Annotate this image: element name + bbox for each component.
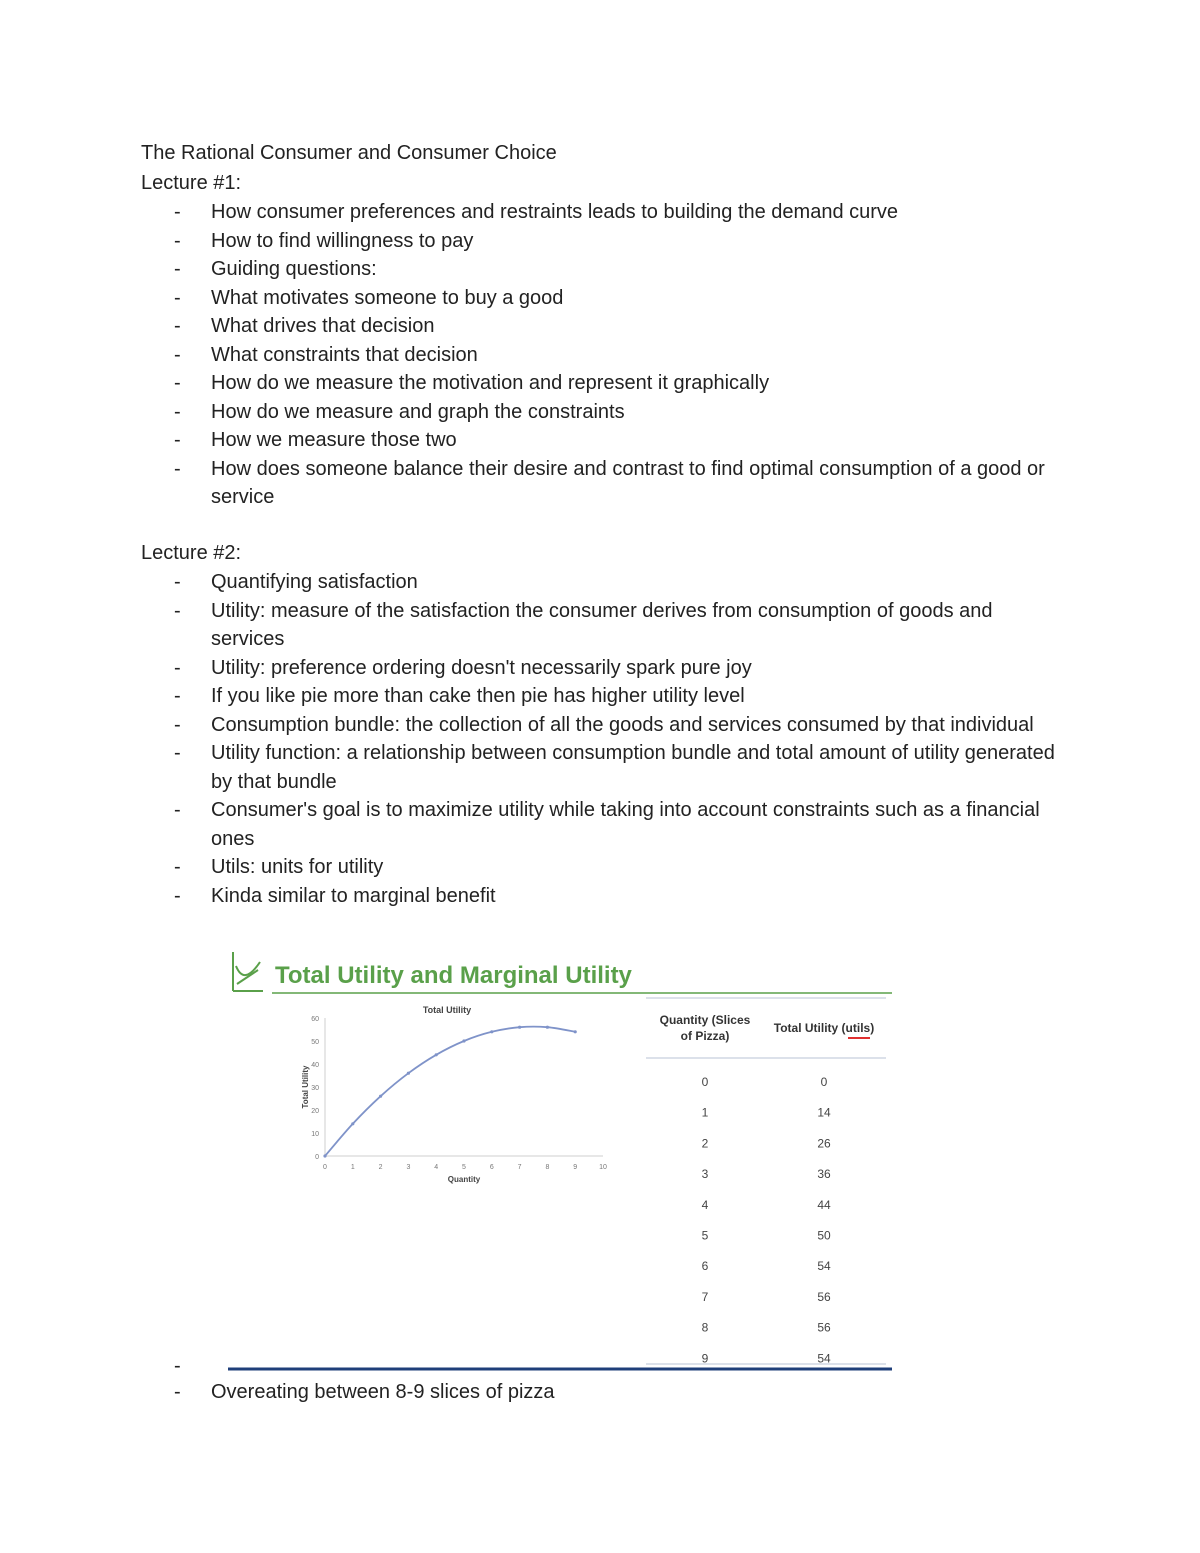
lecture-1-item-text: How we measure those two xyxy=(211,429,457,451)
table-cell-total-utility: 56 xyxy=(817,1289,831,1304)
lecture-2-item xyxy=(0,597,1071,654)
x-tick-label: 8 xyxy=(545,1164,550,1171)
lecture-1-item-text: What constraints that decision xyxy=(211,343,478,366)
bullet-dash: - xyxy=(174,1381,181,1403)
bullet-dash: - xyxy=(174,258,181,280)
lecture-2-item-text: Consumption bundle: the collection of all the goods and services consumed by that individual xyxy=(211,713,1034,736)
y-tick-label: 40 xyxy=(311,1062,319,1069)
lecture-1-item-text: How does someone balance their desire and contrast to find optimal consumption of a good or service xyxy=(211,457,1045,508)
lecture-1-item-text: How do we measure the motivation and represent it graphically xyxy=(211,372,770,394)
bullet-dash: - xyxy=(174,856,181,878)
image-bullet-dash: - xyxy=(174,1355,181,1377)
lecture-2-item xyxy=(0,568,1071,597)
x-tick-label: 5 xyxy=(462,1164,466,1171)
document-title: The Rational Consumer and Consumer Choice xyxy=(141,142,557,164)
bullet-dash: - xyxy=(174,884,181,907)
table-cell-total-utility: 0 xyxy=(820,1075,828,1089)
table-cell-quantity: 8 xyxy=(701,1320,709,1335)
table-cell-quantity: 5 xyxy=(701,1228,709,1243)
table-cell-total-utility: 44 xyxy=(817,1197,831,1212)
table-cell-total-utility: 50 xyxy=(817,1228,831,1243)
lecture-1-item xyxy=(0,455,1071,512)
table-cell-quantity: 2 xyxy=(701,1136,709,1151)
lecture-1-item xyxy=(0,284,1071,313)
x-tick-label: 1 xyxy=(350,1164,355,1171)
lecture-1-item-text: How do we measure and graph the constraints xyxy=(211,400,625,423)
x-tick-label: 2 xyxy=(378,1164,383,1171)
bullet-dash: - xyxy=(174,742,181,764)
x-tick-label: 10 xyxy=(599,1164,607,1171)
utility-data-point xyxy=(462,1039,465,1042)
lecture-2-item-text: If you like pie more than cake then pie has higher utility level xyxy=(211,685,745,707)
table-cell-total-utility: 14 xyxy=(817,1105,831,1120)
x-tick-label: 6 xyxy=(489,1164,494,1171)
lecture-1-item-text: What motivates someone to buy a good xyxy=(211,286,564,309)
y-tick-label: 10 xyxy=(311,1131,319,1138)
chart-icon xyxy=(233,952,263,991)
lecture-1-item xyxy=(0,398,1071,427)
table-cell-quantity: 3 xyxy=(701,1167,709,1182)
lecture-1-item xyxy=(0,369,1071,398)
table-cell-total-utility: 54 xyxy=(817,1259,831,1274)
x-tick-label: 7 xyxy=(517,1164,522,1171)
bullet-dash: - xyxy=(174,457,181,480)
x-tick-label: 3 xyxy=(406,1164,411,1171)
slide-heading: Total Utility and Marginal Utility xyxy=(275,962,632,989)
bullet-dash: - xyxy=(174,656,181,679)
bullet-dash: - xyxy=(174,429,181,451)
bullet-dash: - xyxy=(174,229,181,252)
table-cell-quantity: 0 xyxy=(701,1075,709,1089)
total-utility-chart xyxy=(301,1005,607,1184)
table-cell-total-utility: 36 xyxy=(817,1167,831,1182)
lecture-1-heading: Lecture #1: xyxy=(141,172,242,194)
lecture-2-item xyxy=(0,711,1071,740)
chart-title: Total Utility xyxy=(422,1005,472,1015)
lecture-2-item-text: Consumer's goal is to maximize utility while taking into account constraints such as a financial ones xyxy=(211,799,1040,850)
bullet-dash: - xyxy=(174,372,181,394)
x-tick-label: 9 xyxy=(573,1164,578,1171)
lecture-1-item-text: Guiding questions: xyxy=(211,258,377,280)
lecture-1-list xyxy=(0,198,1200,512)
utility-data-point xyxy=(351,1122,354,1125)
lecture-2-item xyxy=(0,882,1071,911)
utility-data-point xyxy=(518,1026,521,1029)
table-cell-quantity: 7 xyxy=(701,1289,709,1304)
x-tick-label: 0 xyxy=(323,1164,327,1171)
table-header-quantity-line1: Quantity (Slices xyxy=(659,1013,751,1027)
lecture-2-item-text: Kinda similar to marginal benefit xyxy=(211,884,496,907)
x-axis-label: Quantity xyxy=(447,1175,481,1184)
bullet-dash: - xyxy=(174,599,181,622)
utility-data-point xyxy=(435,1053,438,1056)
utility-data-point xyxy=(574,1030,577,1033)
y-tick-label: 60 xyxy=(311,1016,319,1023)
lecture-1-item-text: How consumer preferences and restraints leads to building the demand curve xyxy=(211,201,899,223)
lecture-1-item xyxy=(0,255,1071,284)
bullet-dash: - xyxy=(174,799,181,821)
table-cell-quantity: 1 xyxy=(701,1105,709,1120)
table-cell-total-utility: 56 xyxy=(817,1320,831,1335)
utility-slide-svg xyxy=(228,946,896,1378)
utility-table xyxy=(646,998,886,1365)
lecture-1-item xyxy=(0,312,1071,341)
lecture-2-list xyxy=(0,568,1200,910)
table-cell-quantity: 4 xyxy=(701,1197,709,1212)
lecture-2-item-text: Utils: units for utility xyxy=(211,856,384,878)
lecture-1-item xyxy=(0,341,1071,370)
lecture-2-heading: Lecture #2: xyxy=(141,542,242,564)
utility-data-point xyxy=(407,1072,410,1075)
lecture-2-item xyxy=(0,654,1071,683)
lecture-2-item-text: Utility: measure of the satisfaction the consumer derives from consumption of goods and services xyxy=(211,599,993,650)
x-tick-label: 4 xyxy=(434,1164,439,1171)
table-cell-total-utility: 26 xyxy=(817,1136,831,1151)
lecture-2-item-text: Quantifying satisfaction xyxy=(211,571,418,593)
y-tick-label: 30 xyxy=(311,1085,319,1092)
lecture-2-item xyxy=(0,853,1071,882)
y-axis-label: Total Utility xyxy=(301,1065,310,1109)
utility-data-point xyxy=(379,1095,382,1098)
utility-data-point xyxy=(490,1030,493,1033)
lecture-2-item xyxy=(0,1378,1071,1407)
table-cell-total-utility: 54 xyxy=(817,1351,831,1366)
lecture-2-item-text: Utility function: a relationship between consumption bundle and total amount of utility generated by that bundle xyxy=(211,742,1055,793)
utility-data-point xyxy=(323,1154,326,1157)
lecture-2-item-text: Overeating between 8-9 slices of pizza xyxy=(211,1381,555,1403)
utility-slide-image xyxy=(228,946,896,1378)
table-cell-quantity: 6 xyxy=(701,1259,709,1274)
utility-data-point xyxy=(546,1026,549,1029)
lecture-1-item xyxy=(0,426,1071,455)
total-utility-line xyxy=(325,1027,575,1156)
lecture-1-item-text: What drives that decision xyxy=(211,315,435,337)
bullet-dash: - xyxy=(174,343,181,366)
table-header-total-utility: Total Utility (utils) xyxy=(773,1021,875,1035)
bullet-dash: - xyxy=(174,571,181,593)
table-header-quantity-line2: of Pizza) xyxy=(680,1029,730,1043)
bullet-dash: - xyxy=(174,315,181,337)
bullet-dash: - xyxy=(174,201,181,223)
lecture-1-item xyxy=(0,227,1071,256)
bullet-dash: - xyxy=(174,713,181,736)
y-tick-label: 50 xyxy=(311,1039,319,1046)
y-tick-label: 0 xyxy=(315,1154,319,1161)
lecture-2-item xyxy=(0,682,1071,711)
bullet-dash: - xyxy=(174,286,181,309)
bullet-dash: - xyxy=(174,400,181,423)
lecture-1-item xyxy=(0,198,1071,227)
table-cell-quantity: 9 xyxy=(701,1351,709,1366)
bullet-dash: - xyxy=(174,685,181,707)
lecture-2-after-image-list xyxy=(0,1378,1200,1407)
lecture-2-item-text: Utility: preference ordering doesn't necessarily spark pure joy xyxy=(211,656,752,679)
y-tick-label: 20 xyxy=(311,1108,319,1115)
lecture-2-item xyxy=(0,739,1071,796)
lecture-1-item-text: How to find willingness to pay xyxy=(211,229,474,252)
lecture-2-item xyxy=(0,796,1071,853)
